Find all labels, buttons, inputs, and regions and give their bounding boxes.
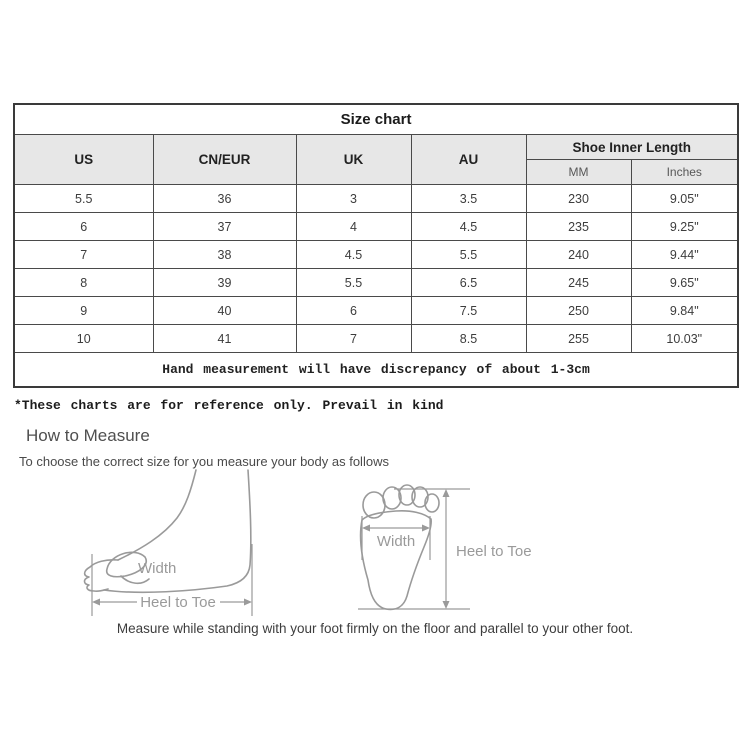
- cell-uk: 4.5: [296, 241, 411, 269]
- cell-us: 7: [14, 241, 153, 269]
- arrowhead-right-icon: [422, 525, 430, 532]
- column-header-au: AU: [411, 135, 526, 185]
- cell-cn-eur: 36: [153, 185, 296, 213]
- cell-au: 3.5: [411, 185, 526, 213]
- table-row: [14, 325, 738, 353]
- cell-uk: 6: [296, 297, 411, 325]
- arrowhead-down-icon: [443, 601, 450, 609]
- measure-caption: Measure while standing with your foot firmly on the floor and parallel to your other foot.: [116, 621, 634, 636]
- measurement-note: Hand measurement will have discrepancy of about 1-3cm: [14, 353, 738, 388]
- table-row: [14, 241, 738, 269]
- cell-inches: 10.03": [631, 325, 738, 353]
- column-header-us: US: [14, 135, 153, 185]
- cell-cn-eur: 40: [153, 297, 296, 325]
- cell-inches: 9.25": [631, 213, 738, 241]
- cell-inches: 9.65": [631, 269, 738, 297]
- cell-uk: 7: [296, 325, 411, 353]
- column-header-mm: MM: [526, 160, 631, 185]
- cell-mm: 230: [526, 185, 631, 213]
- cell-cn-eur: 39: [153, 269, 296, 297]
- column-header-inches: Inches: [631, 160, 738, 185]
- column-header-inner-length: Shoe Inner Length: [526, 135, 738, 160]
- cell-au: 8.5: [411, 325, 526, 353]
- how-to-measure-intro: To choose the correct size for you measure your body as follows: [19, 454, 389, 469]
- cell-cn-eur: 38: [153, 241, 296, 269]
- arrowhead-right-icon: [244, 599, 252, 606]
- arrowhead-up-icon: [443, 489, 450, 497]
- table-header-row: [14, 135, 738, 160]
- column-header-cn-eur: CN/EUR: [153, 135, 296, 185]
- size-chart-title: Size chart: [14, 104, 738, 135]
- cell-uk: 5.5: [296, 269, 411, 297]
- cell-cn-eur: 41: [153, 325, 296, 353]
- cell-mm: 240: [526, 241, 631, 269]
- cell-au: 7.5: [411, 297, 526, 325]
- table-title-row: [14, 104, 738, 135]
- top-view-dimension: [358, 489, 532, 609]
- cell-inches: 9.84": [631, 297, 738, 325]
- cell-uk: 3: [296, 185, 411, 213]
- cell-mm: 255: [526, 325, 631, 353]
- cell-au: 6.5: [411, 269, 526, 297]
- table-row: [14, 297, 738, 325]
- cell-au: 5.5: [411, 241, 526, 269]
- arrowhead-left-icon: [362, 525, 370, 532]
- cell-mm: 245: [526, 269, 631, 297]
- cell-us: 10: [14, 325, 153, 353]
- cell-us: 5.5: [14, 185, 153, 213]
- cell-au: 4.5: [411, 213, 526, 241]
- cell-us: 9: [14, 297, 153, 325]
- cell-mm: 250: [526, 297, 631, 325]
- cell-mm: 235: [526, 213, 631, 241]
- cell-cn-eur: 37: [153, 213, 296, 241]
- how-to-measure-heading: How to Measure: [26, 426, 150, 445]
- arrowhead-left-icon: [92, 599, 100, 606]
- table-row: [14, 213, 738, 241]
- side-view-dimension: [92, 544, 252, 616]
- table-row: [14, 185, 738, 213]
- table-note-row: [14, 353, 738, 388]
- cell-us: 6: [14, 213, 153, 241]
- top-heel-to-toe-label: Heel to Toe: [456, 543, 532, 560]
- side-heel-to-toe-label: Heel to Toe: [140, 594, 216, 611]
- table-row: [14, 269, 738, 297]
- cell-uk: 4: [296, 213, 411, 241]
- column-header-uk: UK: [296, 135, 411, 185]
- cell-inches: 9.44": [631, 241, 738, 269]
- cell-us: 8: [14, 269, 153, 297]
- size-chart-table: [13, 103, 739, 388]
- disclaimer-text: *These charts are for reference only. Prevail in kind: [14, 398, 444, 413]
- cell-inches: 9.05": [631, 185, 738, 213]
- top-width-label: Width: [376, 533, 416, 550]
- side-width-label: Width: [138, 560, 177, 577]
- measurement-diagram: [0, 468, 750, 628]
